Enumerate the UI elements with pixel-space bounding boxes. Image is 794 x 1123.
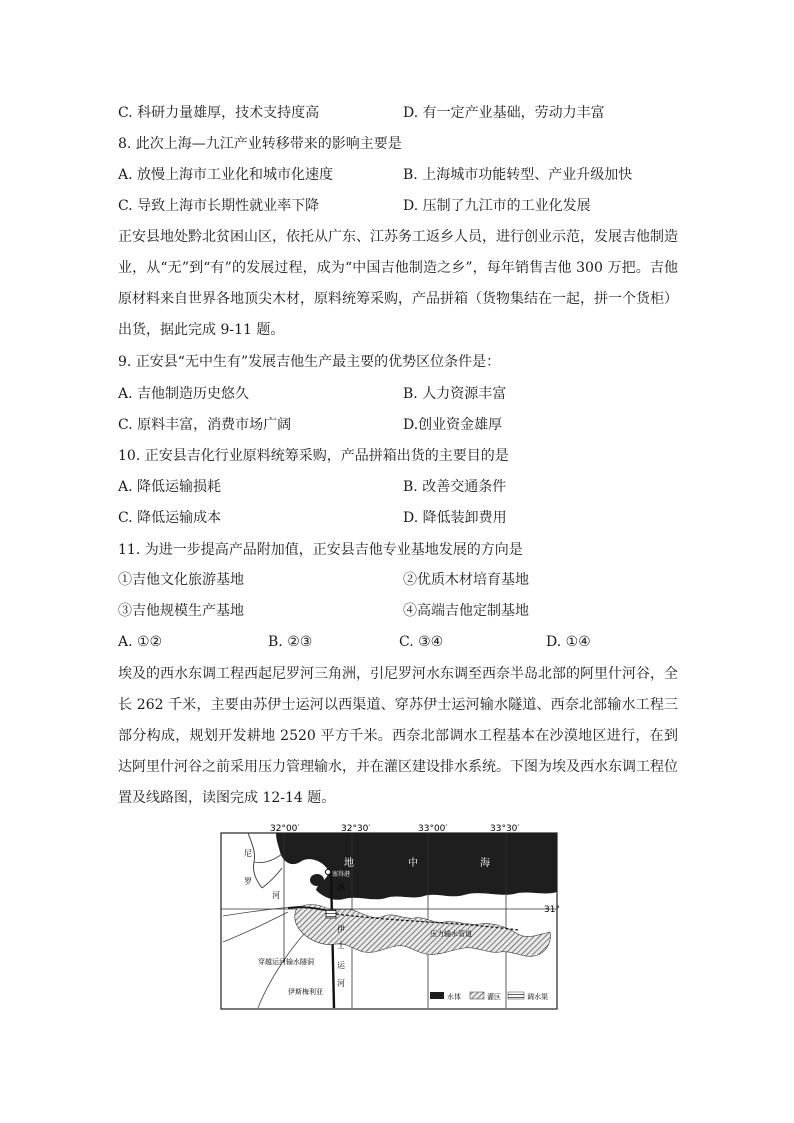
legend-water-swatch (430, 992, 444, 999)
q8-option-d: D. 压制了九江市的工业化发展 (403, 198, 591, 214)
q11-item-1: ①吉他文化旅游基地 (118, 572, 244, 588)
nile-char-3: 河 (272, 891, 280, 900)
q9-option-b: B. 人力资源丰富 (403, 386, 507, 402)
q10-option-c: C. 降低运输成本 (118, 510, 222, 526)
q11-option-a: A. ①② (118, 634, 163, 650)
q11-item-4: ④高端吉他定制基地 (403, 603, 529, 619)
q8-stem: 8. 此次上海—九江产业转移带来的影响主要是 (118, 136, 402, 152)
port-said-label: 塞得港 (332, 871, 351, 878)
map-figure (218, 822, 560, 1012)
q9-option-c: C. 原料丰富，消费市场广阔 (118, 417, 292, 433)
canal-char-4: 运 (337, 961, 345, 970)
q11-stem: 11. 为进一步提高产品附加值，正安县吉他专业基地发展的方向是 (118, 542, 523, 558)
q7-option-d: D. 有一定产业基础，劳动力丰富 (403, 105, 605, 121)
canal-char-3: 士 (337, 941, 345, 950)
legend-irrigation-swatch (470, 992, 484, 999)
q10-stem: 10. 正安县吉化行业原料统筹采购，产品拼箱出货的主要目的是 (118, 448, 509, 464)
q7-option-c: C. 科研力量雄厚，技术支持度高 (118, 105, 320, 121)
intro-egypt-paragraph: 埃及的西水东调工程西起尼罗河三角洲，引尼罗河水东调至西奈半岛北部的阿里什河谷，全长 262 千米，主要由苏伊士运河以西渠道、穿苏伊士运河输水隧道、西奈北部输水工程三部分构成，规划开发耕地 2520 平方千米。西奈北部调水工程基本在沙漠地区进行，在到达阿里什河谷之前采用压力管理输水，并在灌区建设排水系统。下图为埃及西水东调工程位置及线路图，读图完成 12-14 题。 (118, 666, 678, 806)
q11-item-3: ③吉他规模生产基地 (118, 603, 244, 619)
q11-item-2: ②优质木材培育基地 (403, 572, 529, 588)
q11-option-c: C. ③④ (399, 634, 444, 650)
legend (430, 992, 548, 1001)
tunnel-label: 穿越运河输水隧洞 (258, 958, 314, 966)
q9-option-a: A. 吉他制造历史悠久 (118, 386, 250, 402)
lon-label-4: 33°30′ (490, 824, 520, 834)
q11-option-d: D. ①④ (546, 634, 591, 650)
port-said-marker (325, 869, 330, 874)
lat-label: 31° (544, 905, 560, 915)
sea-char-3: 海 (480, 858, 490, 869)
lon-label-1: 32°00′ (270, 824, 300, 834)
q10-option-a: A. 降低运输损耗 (118, 479, 222, 495)
q8-option-a: A. 放慢上海市工业化和城市化速度 (118, 167, 334, 183)
sea-char-2: 中 (408, 858, 418, 869)
canal-char-2: 伊 (337, 925, 345, 934)
nile-char-1: 尼 (244, 849, 252, 858)
nile-char-2: 罗 (244, 877, 252, 886)
canal-char-5: 河 (337, 979, 345, 988)
q8-option-c: C. 导致上海市长期性就业率下降 (118, 198, 320, 214)
ismailia-label: 伊斯梅利亚 (288, 988, 323, 996)
q9-option-d: D.创业资金雄厚 (403, 417, 503, 433)
sea-char-1: 地 (344, 858, 354, 869)
intro-guitar-paragraph: 正安县地处黔北贫困山区，依托从广东、江苏务工返乡人员，进行创业示范，发展吉他制造业，从“无”到“有”的发展过程，成为“中国吉他制造之乡”，每年销售吉他 300 万把。吉他原材料来自世界各地顶尖木材，原料统筹采购，产品拼箱（货物集结在一起，拼一个货柜）出货，据此完成 9-11 题。 (118, 229, 678, 338)
legend-canal-label: 调水渠 (527, 993, 548, 1001)
q10-option-d: D. 降低装卸费用 (403, 510, 507, 526)
lon-label-2: 32°30′ (341, 824, 371, 834)
legend-irrigation-label: 灌区 (487, 993, 501, 1001)
lon-label-3: 33°00′ (418, 824, 448, 834)
canal-char-1: 苏 (337, 883, 345, 892)
legend-canal-swatch (508, 992, 524, 999)
q8-option-b: B. 上海城市功能转型、产业升级加快 (403, 167, 633, 183)
lagoon (310, 874, 324, 886)
q9-stem: 9. 正安县“无中生有”发展吉他生产最主要的优势区位条件是： (118, 354, 501, 370)
map-svg (218, 822, 560, 1012)
legend-water-label: 水体 (447, 993, 461, 1001)
pipeline-label: 压力输水管道 (430, 930, 472, 938)
q11-option-b: B. ②③ (268, 634, 313, 650)
tunnel-marker (326, 910, 336, 918)
q10-option-b: B. 改善交通条件 (403, 479, 507, 495)
